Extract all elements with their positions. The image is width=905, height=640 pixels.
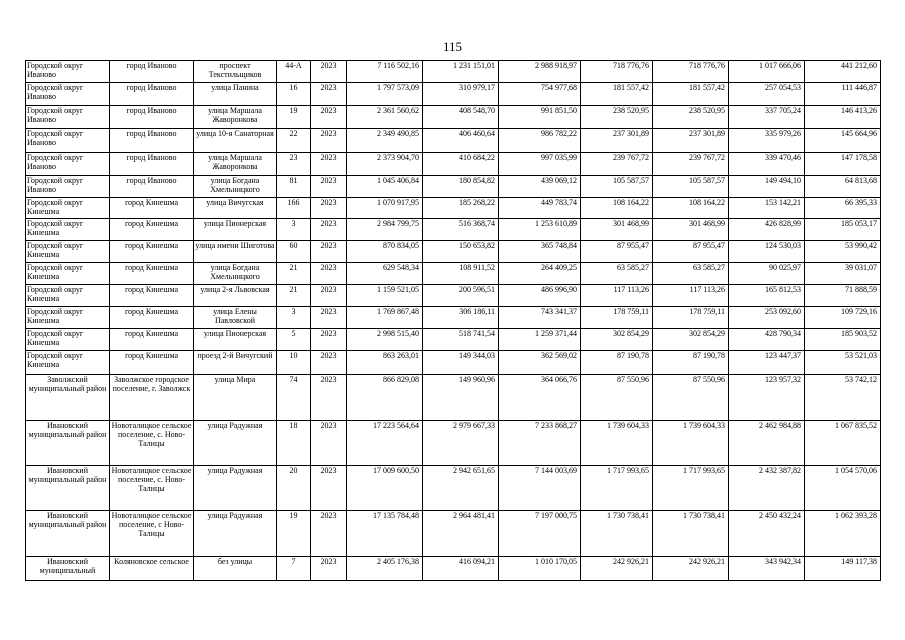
cell-house-number: 166	[277, 198, 311, 219]
cell-sum-2: 7 144 003,69	[499, 466, 581, 511]
cell-municipality: Городской округ Кинешма	[26, 285, 110, 307]
cell-sum-6: 71 888,59	[805, 285, 881, 307]
cell-sum-3: 178 759,11	[581, 307, 653, 329]
cell-sum-4: 1 739 604,33	[653, 421, 729, 466]
cell-street: улица 10-я Санаторная	[194, 129, 277, 153]
table-row	[26, 153, 881, 176]
cell-settlement: город Кинешма	[110, 241, 194, 263]
cell-sum-5: 2 462 984,88	[729, 421, 805, 466]
cell-year: 2023	[311, 375, 347, 421]
cell-sum-3: 242 926,21	[581, 557, 653, 581]
cell-sum-1: 306 186,11	[423, 307, 499, 329]
cell-sum-5: 428 790,34	[729, 329, 805, 351]
cell-sum-5: 1 017 666,06	[729, 61, 805, 83]
table-row	[26, 285, 881, 307]
cell-sum-1: 149 960,96	[423, 375, 499, 421]
cell-sum-6: 53 521,03	[805, 351, 881, 375]
cell-sum-2: 2 988 918,97	[499, 61, 581, 83]
table-row	[26, 263, 881, 285]
cell-sum-3: 239 767,72	[581, 153, 653, 176]
cell-municipality: Городской округ Кинешма	[26, 198, 110, 219]
cell-sum-5: 257 054,53	[729, 83, 805, 106]
cell-sum-3: 237 301,89	[581, 129, 653, 153]
cell-sum-5: 2 450 432,24	[729, 511, 805, 557]
cell-sum-3: 87 955,47	[581, 241, 653, 263]
cell-house-number: 21	[277, 263, 311, 285]
table-row	[26, 511, 881, 557]
cell-municipality: Городской округ Кинешма	[26, 307, 110, 329]
cell-sum-5: 123 447,37	[729, 351, 805, 375]
cell-street: улица Радужная	[194, 466, 277, 511]
cell-sum-2: 7 233 868,27	[499, 421, 581, 466]
cell-sum-4: 718 776,76	[653, 61, 729, 83]
cell-sum-6: 64 813,68	[805, 176, 881, 198]
table-row	[26, 241, 881, 263]
cell-municipality: Городской округ Иваново	[26, 153, 110, 176]
cell-sum-3: 718 776,76	[581, 61, 653, 83]
cell-total-cost: 1 045 406,84	[347, 176, 423, 198]
cell-settlement: город Кинешма	[110, 307, 194, 329]
cell-total-cost: 1 797 573,09	[347, 83, 423, 106]
cell-sum-6: 111 446,87	[805, 83, 881, 106]
cell-total-cost: 2 349 490,85	[347, 129, 423, 153]
cell-municipality: Ивановский муниципальный	[26, 557, 110, 581]
cell-total-cost: 866 829,08	[347, 375, 423, 421]
cell-year: 2023	[311, 61, 347, 83]
table-row	[26, 307, 881, 329]
cell-sum-1: 2 964 481,41	[423, 511, 499, 557]
cell-street: улица Богдана Хмельницкого	[194, 263, 277, 285]
cell-sum-5: 90 025,97	[729, 263, 805, 285]
cell-sum-1: 2 979 667,33	[423, 421, 499, 466]
cell-street: улица Маршала Жаворонкова	[194, 106, 277, 129]
cell-total-cost: 17 135 784,48	[347, 511, 423, 557]
cell-municipality: Городской округ Иваново	[26, 83, 110, 106]
cell-sum-2: 986 782,22	[499, 129, 581, 153]
cell-sum-4: 87 955,47	[653, 241, 729, 263]
cell-settlement: Коляновское сельское	[110, 557, 194, 581]
cell-sum-6: 1 054 570,06	[805, 466, 881, 511]
cell-sum-5: 165 812,53	[729, 285, 805, 307]
cell-sum-6: 1 067 835,52	[805, 421, 881, 466]
table-row	[26, 198, 881, 219]
cell-year: 2023	[311, 263, 347, 285]
cell-year: 2023	[311, 153, 347, 176]
cell-settlement: Заволжское городское поселение, г. Заволжск	[110, 375, 194, 421]
cell-settlement: город Кинешма	[110, 351, 194, 375]
cell-house-number: 23	[277, 153, 311, 176]
cell-sum-1: 1 231 151,01	[423, 61, 499, 83]
cell-total-cost: 1 769 867,48	[347, 307, 423, 329]
cell-sum-4: 237 301,89	[653, 129, 729, 153]
cell-settlement: Новоталицкое сельское поселение, с Ново-Талицы	[110, 511, 194, 557]
cell-street: улица Пионерская	[194, 329, 277, 351]
cell-sum-2: 7 197 000,75	[499, 511, 581, 557]
cell-sum-6: 39 031,07	[805, 263, 881, 285]
cell-sum-3: 105 587,57	[581, 176, 653, 198]
cell-house-number: 74	[277, 375, 311, 421]
cell-street: улица 2-я Львовская	[194, 285, 277, 307]
cell-house-number: 16	[277, 83, 311, 106]
cell-settlement: город Иваново	[110, 176, 194, 198]
cell-sum-6: 145 664,96	[805, 129, 881, 153]
cell-sum-1: 416 094,21	[423, 557, 499, 581]
cell-year: 2023	[311, 307, 347, 329]
table-row	[26, 61, 881, 83]
cell-sum-4: 63 585,27	[653, 263, 729, 285]
cell-sum-4: 108 164,22	[653, 198, 729, 219]
cell-total-cost: 7 116 502,16	[347, 61, 423, 83]
cell-sum-4: 87 190,78	[653, 351, 729, 375]
table-row	[26, 557, 881, 581]
cell-year: 2023	[311, 129, 347, 153]
cell-house-number: 19	[277, 511, 311, 557]
cell-sum-5: 123 957,32	[729, 375, 805, 421]
cell-sum-3: 108 164,22	[581, 198, 653, 219]
cell-sum-6: 1 062 393,28	[805, 511, 881, 557]
cell-sum-2: 743 341,37	[499, 307, 581, 329]
cell-sum-2: 1 010 170,05	[499, 557, 581, 581]
table-row	[26, 329, 881, 351]
cell-year: 2023	[311, 557, 347, 581]
cell-year: 2023	[311, 511, 347, 557]
cell-sum-1: 200 596,51	[423, 285, 499, 307]
cell-settlement: город Иваново	[110, 153, 194, 176]
cell-municipality: Городской округ Кинешма	[26, 241, 110, 263]
cell-sum-3: 301 468,99	[581, 219, 653, 241]
cell-settlement: Новоталицкое сельское поселение, с. Ново-Талицы	[110, 421, 194, 466]
cell-house-number: 3	[277, 307, 311, 329]
cell-sum-5: 426 828,99	[729, 219, 805, 241]
cell-settlement: город Кинешма	[110, 329, 194, 351]
cell-house-number: 10	[277, 351, 311, 375]
cell-municipality: Заволжский муниципальный район	[26, 375, 110, 421]
page-number: 115	[442, 39, 463, 54]
cell-sum-6: 149 117,38	[805, 557, 881, 581]
cell-sum-2: 991 851,50	[499, 106, 581, 129]
cell-sum-4: 1 730 738,41	[653, 511, 729, 557]
cell-sum-1: 518 741,54	[423, 329, 499, 351]
cell-house-number: 3	[277, 219, 311, 241]
cell-sum-1: 310 979,17	[423, 83, 499, 106]
cell-sum-6: 147 178,58	[805, 153, 881, 176]
table-row	[26, 351, 881, 375]
cell-year: 2023	[311, 329, 347, 351]
cell-sum-4: 181 557,42	[653, 83, 729, 106]
cell-settlement: город Иваново	[110, 106, 194, 129]
cell-house-number: 7	[277, 557, 311, 581]
cell-sum-5: 339 470,46	[729, 153, 805, 176]
cell-sum-4: 302 854,29	[653, 329, 729, 351]
cell-street: без улицы	[194, 557, 277, 581]
cell-sum-4: 238 520,95	[653, 106, 729, 129]
cell-house-number: 81	[277, 176, 311, 198]
cell-sum-2: 997 035,99	[499, 153, 581, 176]
cell-sum-1: 408 548,70	[423, 106, 499, 129]
cell-municipality: Городской округ Иваново	[26, 61, 110, 83]
cell-municipality: Городской округ Кинешма	[26, 219, 110, 241]
cell-total-cost: 2 984 799,75	[347, 219, 423, 241]
cell-sum-2: 439 069,12	[499, 176, 581, 198]
cell-sum-6: 441 212,60	[805, 61, 881, 83]
cell-total-cost: 629 548,34	[347, 263, 423, 285]
cell-sum-1: 516 368,74	[423, 219, 499, 241]
cell-total-cost: 17 223 564,64	[347, 421, 423, 466]
cell-sum-3: 181 557,42	[581, 83, 653, 106]
table-row	[26, 106, 881, 129]
cell-sum-6: 109 729,16	[805, 307, 881, 329]
table-row	[26, 129, 881, 153]
cell-house-number: 22	[277, 129, 311, 153]
cell-sum-4: 117 113,26	[653, 285, 729, 307]
cell-municipality: Городской округ Иваново	[26, 129, 110, 153]
cell-sum-5: 343 942,34	[729, 557, 805, 581]
cell-sum-2: 364 066,76	[499, 375, 581, 421]
cell-settlement: город Кинешма	[110, 219, 194, 241]
cell-sum-2: 1 259 371,44	[499, 329, 581, 351]
cell-sum-1: 108 911,52	[423, 263, 499, 285]
cell-settlement: город Иваново	[110, 129, 194, 153]
cell-year: 2023	[311, 241, 347, 263]
cell-total-cost: 2 361 560,62	[347, 106, 423, 129]
cell-year: 2023	[311, 285, 347, 307]
cell-year: 2023	[311, 83, 347, 106]
cell-sum-3: 117 113,26	[581, 285, 653, 307]
cell-sum-6: 53 990,42	[805, 241, 881, 263]
cell-street: улица Елены Павловской	[194, 307, 277, 329]
cell-house-number: 60	[277, 241, 311, 263]
cell-sum-3: 63 585,27	[581, 263, 653, 285]
table-row	[26, 176, 881, 198]
cell-settlement: Новоталицкое сельское поселение, с. Ново-Талицы	[110, 466, 194, 511]
cell-sum-4: 242 926,21	[653, 557, 729, 581]
cell-municipality: Ивановский муниципальный район	[26, 466, 110, 511]
cell-settlement: город Иваново	[110, 61, 194, 83]
cell-sum-1: 180 854,82	[423, 176, 499, 198]
cell-sum-2: 365 748,84	[499, 241, 581, 263]
cell-year: 2023	[311, 421, 347, 466]
data-table	[25, 60, 881, 581]
cell-sum-2: 1 253 610,89	[499, 219, 581, 241]
table-row	[26, 375, 881, 421]
cell-sum-5: 2 432 387,82	[729, 466, 805, 511]
cell-settlement: город Кинешма	[110, 263, 194, 285]
cell-sum-4: 105 587,57	[653, 176, 729, 198]
cell-year: 2023	[311, 219, 347, 241]
cell-total-cost: 1 159 521,05	[347, 285, 423, 307]
cell-sum-6: 146 413,26	[805, 106, 881, 129]
cell-total-cost: 863 263,01	[347, 351, 423, 375]
cell-sum-3: 302 854,29	[581, 329, 653, 351]
cell-sum-2: 754 977,68	[499, 83, 581, 106]
cell-house-number: 19	[277, 106, 311, 129]
cell-sum-3: 1 717 993,65	[581, 466, 653, 511]
cell-street: проезд 2-й Вичугский	[194, 351, 277, 375]
cell-sum-1: 2 942 651,65	[423, 466, 499, 511]
cell-sum-3: 1 730 738,41	[581, 511, 653, 557]
cell-street: улица Пионерская	[194, 219, 277, 241]
cell-house-number: 5	[277, 329, 311, 351]
cell-total-cost: 2 373 904,70	[347, 153, 423, 176]
cell-sum-1: 406 460,64	[423, 129, 499, 153]
cell-sum-6: 185 903,52	[805, 329, 881, 351]
cell-sum-5: 149 494,10	[729, 176, 805, 198]
cell-total-cost: 2 405 176,38	[347, 557, 423, 581]
cell-sum-5: 337 705,24	[729, 106, 805, 129]
cell-municipality: Городской округ Иваново	[26, 176, 110, 198]
cell-year: 2023	[311, 466, 347, 511]
cell-house-number: 44-А	[277, 61, 311, 83]
cell-municipality: Ивановский муниципальный район	[26, 421, 110, 466]
cell-house-number: 21	[277, 285, 311, 307]
cell-year: 2023	[311, 106, 347, 129]
cell-sum-5: 124 530,03	[729, 241, 805, 263]
table-row	[26, 421, 881, 466]
cell-sum-3: 87 190,78	[581, 351, 653, 375]
cell-street: улица Мира	[194, 375, 277, 421]
cell-total-cost: 17 009 600,50	[347, 466, 423, 511]
cell-street: улица Панина	[194, 83, 277, 106]
table-row	[26, 466, 881, 511]
cell-sum-6: 66 395,33	[805, 198, 881, 219]
cell-sum-5: 253 092,60	[729, 307, 805, 329]
cell-sum-4: 239 767,72	[653, 153, 729, 176]
cell-sum-3: 1 739 604,33	[581, 421, 653, 466]
cell-sum-1: 185 268,22	[423, 198, 499, 219]
cell-sum-4: 301 468,99	[653, 219, 729, 241]
cell-sum-6: 185 053,17	[805, 219, 881, 241]
cell-sum-4: 87 550,96	[653, 375, 729, 421]
cell-settlement: город Кинешма	[110, 198, 194, 219]
cell-sum-4: 178 759,11	[653, 307, 729, 329]
table-row	[26, 83, 881, 106]
cell-street: улица имени Шиготова	[194, 241, 277, 263]
cell-settlement: город Кинешма	[110, 285, 194, 307]
cell-year: 2023	[311, 176, 347, 198]
cell-sum-1: 149 344,03	[423, 351, 499, 375]
cell-sum-1: 150 653,82	[423, 241, 499, 263]
cell-sum-2: 362 569,02	[499, 351, 581, 375]
cell-street: улица Радужная	[194, 511, 277, 557]
cell-street: улица Вичугская	[194, 198, 277, 219]
cell-sum-2: 486 996,90	[499, 285, 581, 307]
cell-street: улица Радужная	[194, 421, 277, 466]
cell-sum-6: 53 742,12	[805, 375, 881, 421]
cell-municipality: Городской округ Кинешма	[26, 351, 110, 375]
cell-municipality: Ивановский муниципальный район	[26, 511, 110, 557]
table-body	[26, 61, 881, 581]
cell-sum-5: 153 142,21	[729, 198, 805, 219]
cell-municipality: Городской округ Кинешма	[26, 329, 110, 351]
cell-sum-2: 264 409,25	[499, 263, 581, 285]
cell-year: 2023	[311, 351, 347, 375]
cell-sum-5: 335 979,26	[729, 129, 805, 153]
cell-total-cost: 2 998 515,40	[347, 329, 423, 351]
cell-total-cost: 870 834,05	[347, 241, 423, 263]
cell-municipality: Городской округ Иваново	[26, 106, 110, 129]
cell-sum-4: 1 717 993,65	[653, 466, 729, 511]
cell-house-number: 18	[277, 421, 311, 466]
cell-municipality: Городской округ Кинешма	[26, 263, 110, 285]
table-row	[26, 219, 881, 241]
cell-street: проспект Текстильщиков	[194, 61, 277, 83]
cell-total-cost: 1 070 917,95	[347, 198, 423, 219]
cell-sum-2: 449 783,74	[499, 198, 581, 219]
cell-street: улица Маршала Жаворонкова	[194, 153, 277, 176]
cell-sum-3: 238 520,95	[581, 106, 653, 129]
cell-settlement: город Иваново	[110, 83, 194, 106]
cell-year: 2023	[311, 198, 347, 219]
cell-street: улица Богдана Хмельницкого	[194, 176, 277, 198]
cell-sum-1: 410 684,22	[423, 153, 499, 176]
cell-house-number: 20	[277, 466, 311, 511]
cell-sum-3: 87 550,96	[581, 375, 653, 421]
